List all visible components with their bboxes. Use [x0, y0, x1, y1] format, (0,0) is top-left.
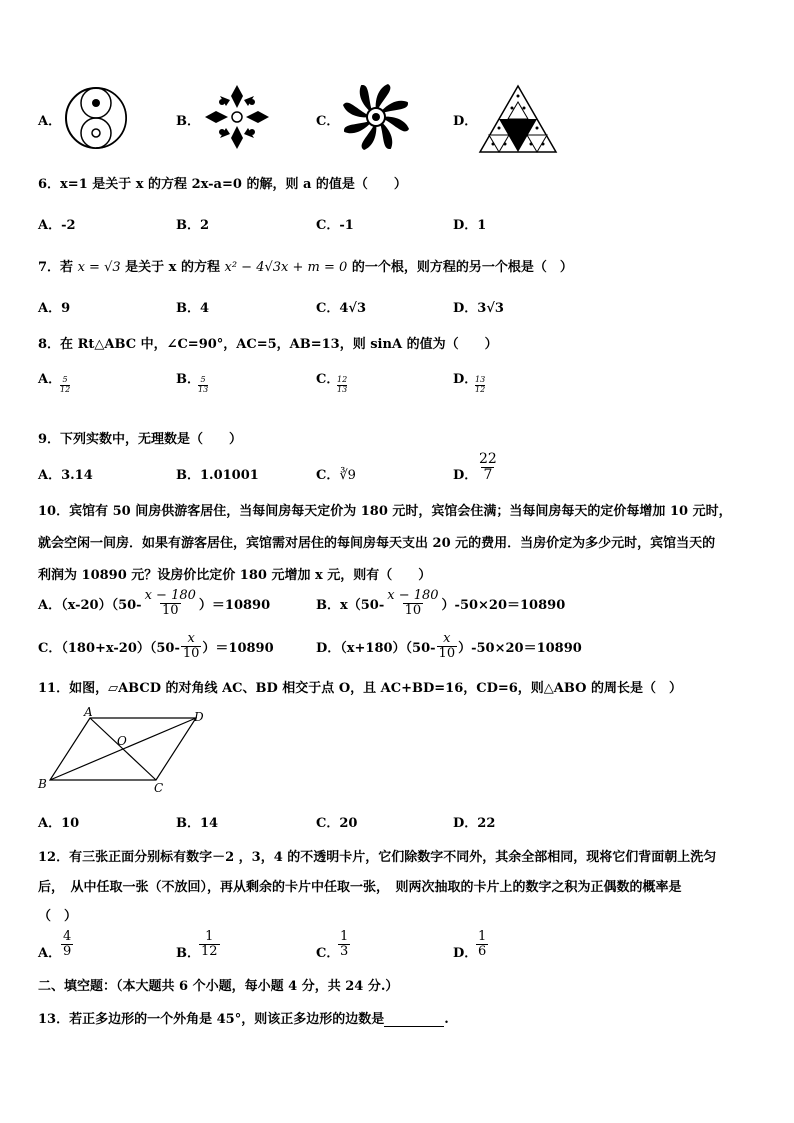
q8-option-d-fraction: $\frac{13}{12}$ [475, 375, 486, 394]
q10-option-a: A．（x-20）（50- $\frac{x - 180}{10}$ ）＝10890 [38, 588, 271, 618]
q11-stem: 11．如图，▱ABCD 的对角线 AC、BD 相交于点 O，且 AC+BD=16，CD=6，则△ABO 的周长是（ ） [38, 681, 682, 696]
q12-option-d-label: D． [453, 946, 478, 961]
q7-equation-root: x = √3 [77, 260, 121, 275]
q11-option-c: C．20 [316, 816, 358, 831]
q7-equation: x² − 4√3x + m = 0 [224, 260, 348, 275]
q7-stem-mid: 是关于 x 的方程 [125, 260, 220, 275]
q11-option-a: A．10 [38, 816, 80, 831]
q11-option-b: B．14 [176, 816, 219, 831]
q8-option-a-fraction: $\frac{5}{12}$ [60, 375, 71, 394]
q12-option-a-fraction: $\frac{4}{9}$ [63, 929, 72, 959]
vertex-a-label: A [84, 705, 93, 719]
ornament-cross-icon [202, 82, 272, 152]
q12-option-c-fraction: $\frac{1}{3}$ [340, 929, 349, 959]
q6-option-a: A．-2 [38, 218, 76, 233]
q12-option-c-label: C． [316, 946, 340, 961]
q12-option-d-fraction: $\frac{1}{6}$ [478, 929, 487, 959]
q11-option-d: D．22 [453, 816, 496, 831]
section-2-title: 二、填空题：（本大题共 6 个小题，每小题 4 分，共 24 分.） [38, 979, 399, 994]
center-o-label: O [117, 734, 127, 748]
q7-stem-post: 的一个根，则方程的另一个根是（ ） [351, 260, 573, 275]
q10-option-b: B．x（50- $\frac{x - 180}{10}$ ）-50×20＝10890 [316, 588, 566, 618]
q10-line2: 就会空闲一间房．如果有游客居住，宾馆需对居住的每间房每天支出 20 元的费用．当房价定为多少元时，宾馆当天的 [38, 536, 716, 551]
q7-stem-pre: 7．若 [38, 260, 74, 275]
q9-option-d-label: D． [453, 468, 478, 483]
q6-option-d: D．1 [453, 218, 487, 233]
q8-option-b-label: B． [176, 372, 200, 387]
q12-line3: （ ） [38, 909, 78, 924]
q8-option-d-label: D． [453, 372, 478, 387]
q10-option-c: C．（180+x-20）（50- $\frac{x}{10}$ ）＝10890 [38, 631, 274, 661]
q12-option-a-label: A． [38, 946, 62, 961]
vertex-b-label: B [38, 777, 47, 791]
q9-option-b: B．1.01001 [176, 468, 259, 483]
pinwheel-flower-icon [340, 82, 412, 152]
q7-option-d: D．3√3 [453, 301, 504, 316]
q8-option-c-label: C． [316, 372, 340, 387]
q7-stem [38, 256, 573, 275]
q6-option-c: C．-1 [316, 218, 354, 233]
q5-option-b-label: B． [176, 114, 200, 129]
q6-stem: 6．x=1 是关于 x 的方程 2x-a=0 的解，则 a 的值是（ ） [38, 177, 407, 192]
vertex-c-label: C [154, 781, 164, 795]
vertex-d-label: D [194, 710, 204, 724]
q8-option-a-label: A． [38, 372, 62, 387]
q8-option-b-fraction: $\frac{5}{13}$ [198, 375, 209, 394]
q10-option-d: D．（x+180）（50- $\frac{x}{10}$ ）-50×20＝10890 [316, 631, 582, 661]
q12-option-b-fraction: $\frac{1}{12}$ [201, 929, 218, 959]
q12-line2: 后， 从中任取一张（不放回），再从剩余的卡片中任取一张， 则两次抽取的卡片上的数字之积为正偶数的概率是 [38, 880, 682, 895]
q7-option-b: B．4 [176, 301, 210, 316]
q6-option-b: B．2 [176, 218, 210, 233]
q13-stem: 13．若正多边形的一个外角是 45°，则该正多边形的边数是 . [38, 1012, 449, 1027]
q8-option-c-fraction: $\frac{12}{13}$ [337, 375, 348, 394]
q5-option-a-label: A． [38, 114, 62, 129]
q12-option-b-label: B． [176, 946, 200, 961]
q13-answer-blank[interactable] [384, 1014, 444, 1027]
q9-option-d-fraction: $\frac{22}{7}$ [479, 451, 497, 483]
q7-option-a: A．9 [38, 301, 71, 316]
sierpinski-triangle-icon [478, 84, 558, 154]
q10-line1: 10．宾馆有 50 间房供游客居住，当每间房每天定价为 180 元时，宾馆会住满；当每间房每天的定价每增加 10 元时， [38, 504, 732, 519]
q9-option-a: A．3.14 [38, 468, 93, 483]
yin-yang-icon [64, 86, 128, 150]
q5-option-d-label: D． [453, 114, 478, 129]
q9-stem: 9．下列实数中，无理数是（ ） [38, 432, 243, 447]
q8-stem: 8．在 Rt△ABC 中，∠C=90°，AC=5，AB=13，则 sinA 的值为（ ） [38, 337, 498, 352]
q12-line1: 12．有三张正面分别标有数字－2 ，3，4 的不透明卡片，它们除数字不同外，其余全部相同，现将它们背面朝上洗匀 [38, 850, 717, 865]
q7-option-c: C．4√3 [316, 301, 366, 316]
q5-option-c-label: C． [316, 114, 340, 129]
q10-line3: 利润为 10890 元？设房价比定价 180 元增加 x 元，则有（ ） [38, 568, 432, 583]
parallelogram-diagram [36, 704, 216, 796]
q9-option-c: C．∛9 [316, 468, 356, 483]
